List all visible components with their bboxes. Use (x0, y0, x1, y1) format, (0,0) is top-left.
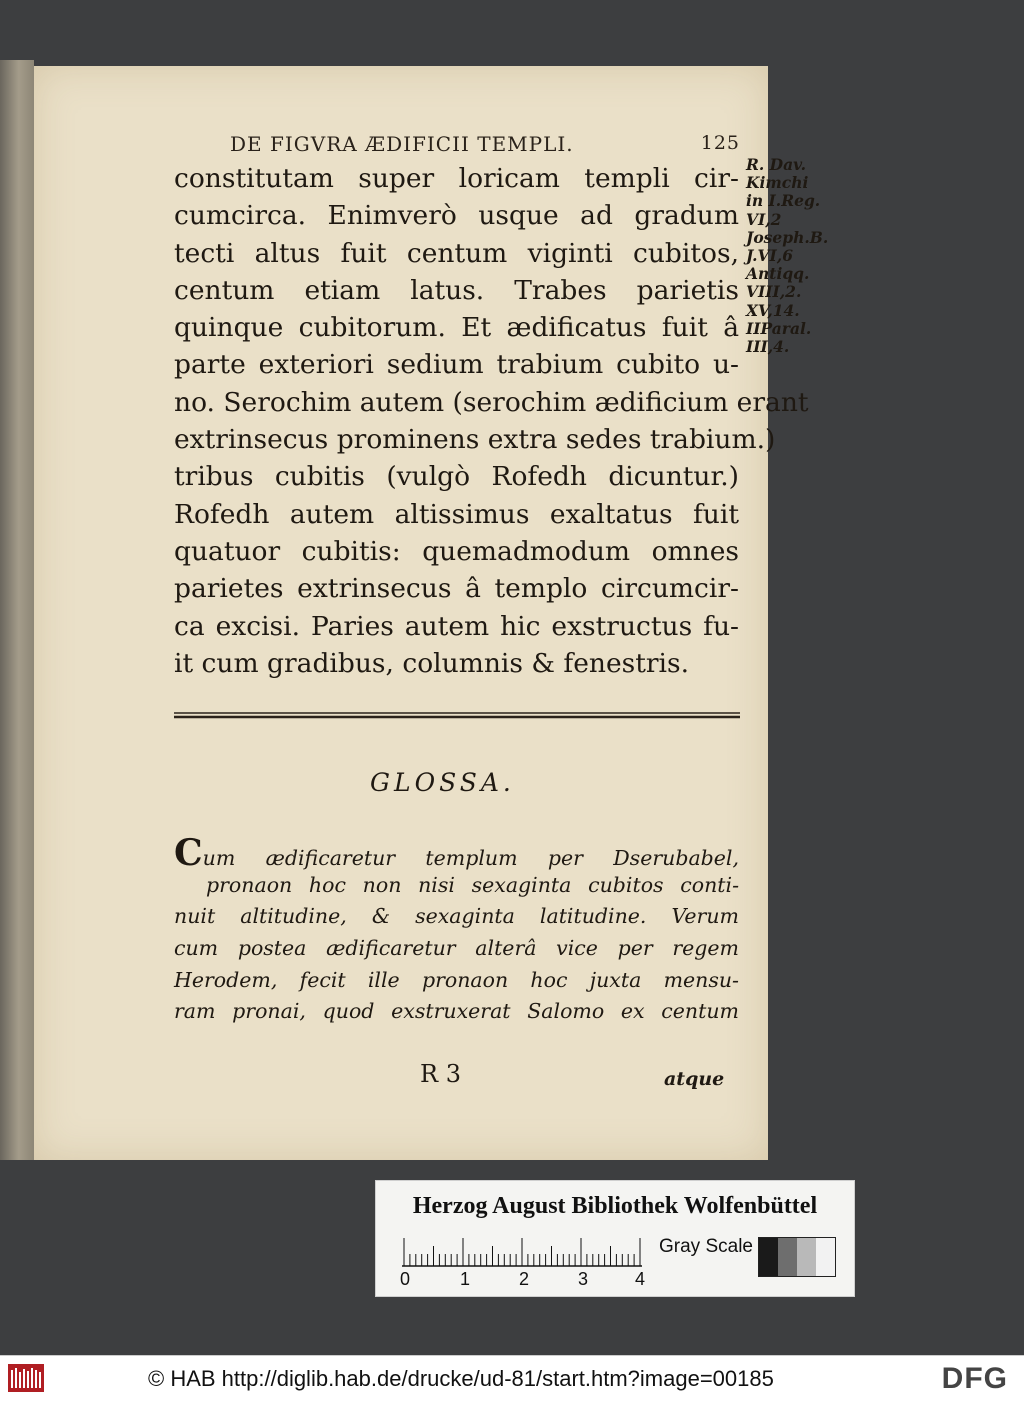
gloss-heading: GLOSSA. (370, 768, 515, 797)
gray-patch (816, 1238, 835, 1276)
ruler-number: 3 (578, 1269, 589, 1289)
margin-note: IIParal. (746, 318, 812, 338)
text-line: quatuor cubitis: quemadmodum omnes (174, 535, 739, 567)
gray-scale-patches (758, 1237, 836, 1277)
margin-note: J.VI,6 (746, 245, 793, 265)
text-line: parte exteriori sedium trabium cubito u- (174, 349, 739, 381)
text-line: it cum gradibus, columnis & fenestris. (174, 647, 690, 679)
text-line: parietes extrinsecus â templo circumcir- (174, 573, 739, 605)
color-calibration-card (375, 1180, 855, 1297)
ruler-number: 1 (460, 1269, 471, 1289)
text-line: tecti altus fuit centum viginti cubitos, (174, 237, 739, 269)
running-head-title: DE FIGVRA ÆDIFICII TEMPLI. (230, 132, 574, 156)
margin-note: Joseph.B. (746, 227, 829, 247)
text-line: quinque cubitorum. Et ædificatus fuit â (174, 312, 739, 344)
ruler-scale (402, 1237, 642, 1267)
section-divider (174, 709, 740, 723)
text-line: cumcirca. Enimverò usque ad gradum (174, 200, 739, 232)
ruler-number: 2 (519, 1269, 530, 1289)
gray-scale-label: Gray Scale (659, 1236, 753, 1257)
text-line: extrinsecus prominens extra sedes trabium.) (174, 424, 776, 456)
text-line: Rofedh autem altissimus exaltatus fuit (174, 498, 739, 530)
gloss-line: nuit altitudine, & sexaginta latitudine. Verum (174, 904, 739, 929)
gloss-line: Cum ædificaretur templum per Dserubabel, (174, 832, 739, 874)
text-line: centum etiam latus. Trabes parietis (174, 274, 739, 306)
margin-note: R. Dav. (746, 155, 807, 174)
margin-note: Antiqq. (746, 264, 810, 284)
gloss-line: Herodem, fecit ille pronaon hoc juxta mensu- (174, 967, 739, 992)
gray-patch (759, 1238, 778, 1276)
margin-notes (746, 156, 836, 356)
dfg-logo: DFG (941, 1362, 1008, 1395)
margin-note: VIII,2. (746, 282, 802, 302)
text-line: ca excisi. Paries autem hic exstructus fu- (174, 610, 739, 642)
text-line: constitutam super loricam templi cir- (174, 163, 739, 194)
hab-logo-icon (8, 1364, 44, 1392)
margin-note: Kimchi (746, 173, 809, 193)
gloss-line: pronaon hoc non nisi sexaginta cubitos conti- (206, 872, 739, 897)
left-page-edge (0, 60, 34, 1160)
margin-note: III,4. (746, 336, 790, 356)
gray-patch (778, 1238, 797, 1276)
copyright-url[interactable]: © HAB http://diglib.hab.de/drucke/ud-81/start.htm?image=00185 (148, 1366, 774, 1391)
margin-note: XV,14. (746, 300, 800, 320)
ruler-number: 4 (635, 1269, 646, 1289)
footer-bar (0, 1355, 1024, 1401)
running-head (230, 132, 740, 156)
gloss-line: cum postea ædificaretur alterâ vice per regem (174, 936, 739, 961)
margin-note: in I.Reg. (746, 191, 821, 211)
text-line: no. Serochim autem (serochim ædificium erant (174, 386, 809, 418)
gloss-text-block (174, 832, 739, 1028)
gloss-line: ram pronai, quod exstruxerat Salomo ex centum (174, 999, 739, 1024)
margin-note: VI,2 (746, 209, 782, 229)
catchword: atque (664, 1068, 725, 1090)
text-line: tribus cubitis (vulgò Rofedh dicuntur.) (174, 461, 739, 493)
ruler-number: 0 (400, 1269, 411, 1289)
gray-patch (797, 1238, 816, 1276)
library-name: Herzog August Bibliothek Wolfenbüttel (412, 1193, 818, 1219)
signature-mark: R 3 (420, 1060, 461, 1088)
page-number: 125 (700, 132, 740, 154)
